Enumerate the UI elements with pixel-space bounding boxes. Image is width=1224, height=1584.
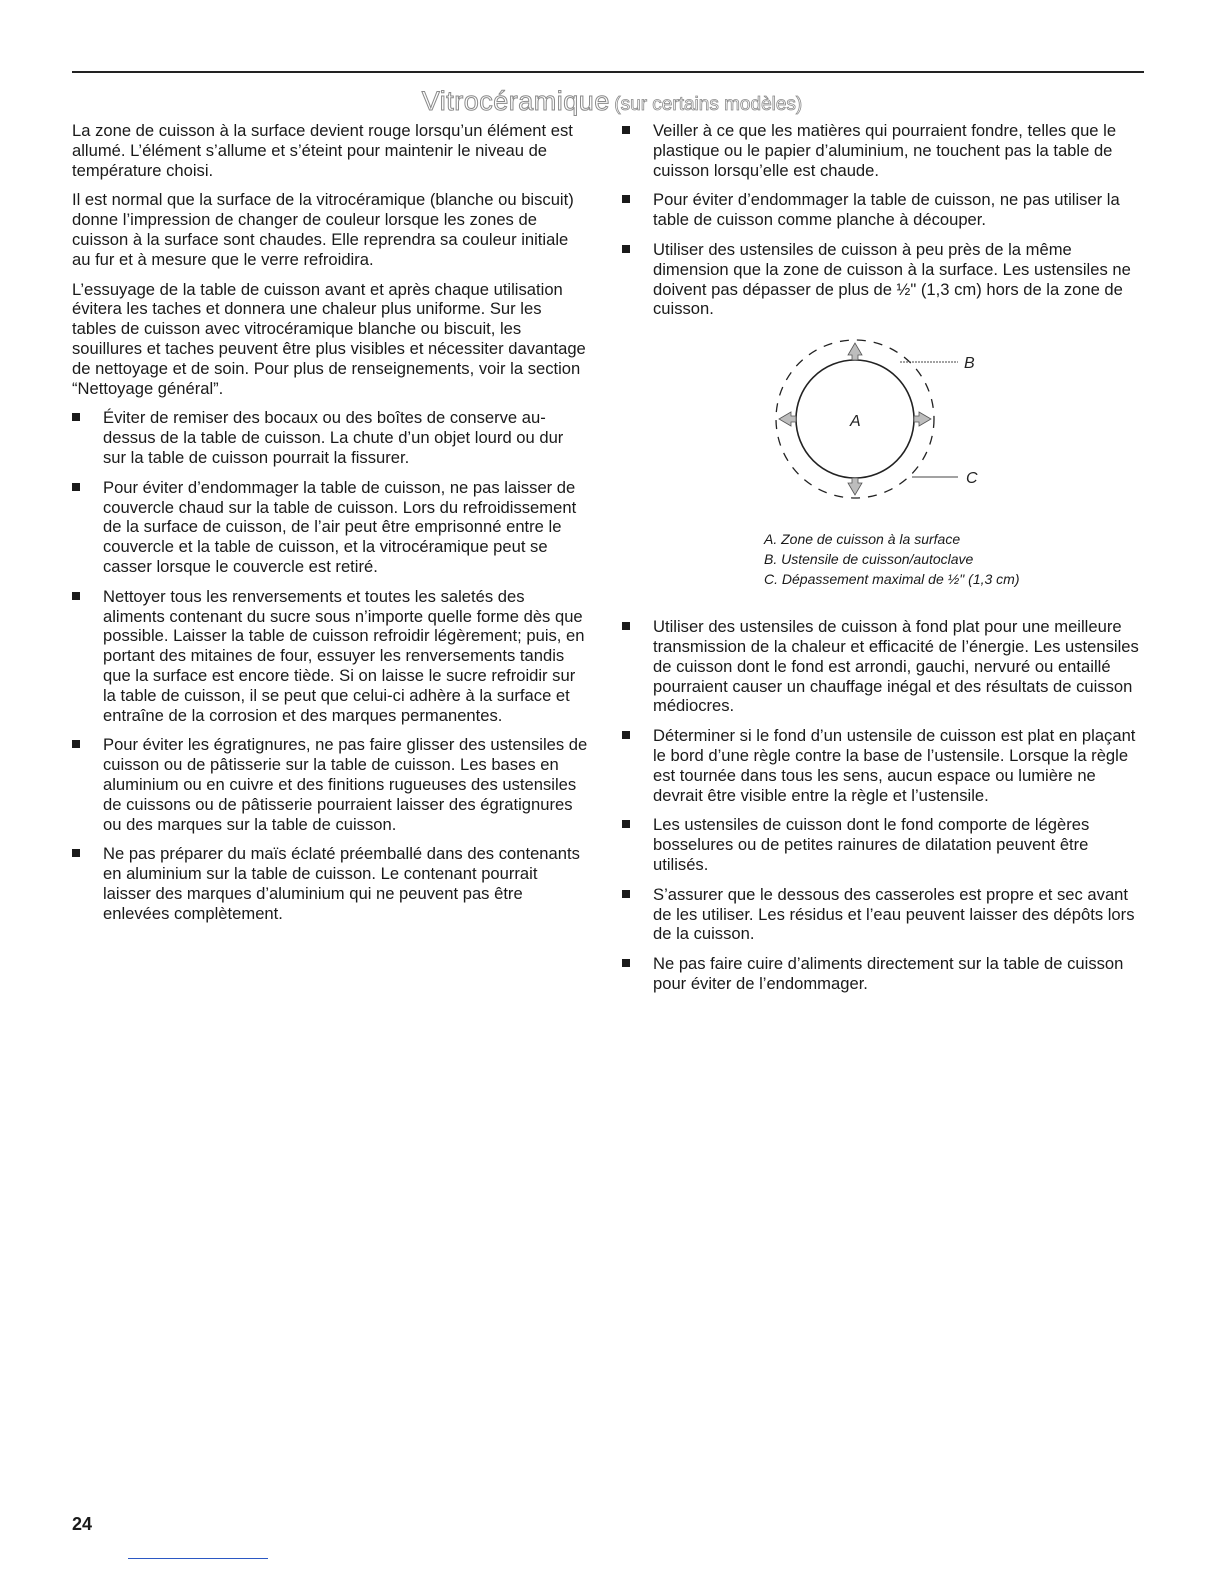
square-bullet-icon: [622, 959, 630, 967]
caption-line: C. Dépassement maximal de ½" (1,3 cm): [764, 571, 1020, 588]
right-column: [622, 121, 1144, 1004]
page-number: 24: [72, 1514, 93, 1534]
arrow-down-icon: [848, 478, 862, 495]
section-title: [0, 86, 1224, 117]
list-item: [622, 815, 1144, 874]
square-bullet-icon: [622, 731, 630, 739]
list-item: [622, 121, 1144, 180]
caption-line: A. Zone de cuisson à la surface: [764, 531, 961, 548]
arrow-right-icon: [914, 412, 931, 426]
list-item-text: Éviter de remiser des bocaux ou des boîtes de conserve au-dessus de la table de cuisson. La chute d’un objet lourd ou dur sur la table de cuisson pourrait la fissurer.: [103, 408, 564, 467]
list-item-text: Pour éviter d’endommager la table de cuisson, ne pas utiliser la table de cuisson comme planche à découper.: [653, 190, 1120, 230]
list-item: [622, 726, 1144, 805]
section-title-sub: (sur certains modèles): [614, 94, 803, 115]
square-bullet-icon: [72, 849, 80, 857]
square-bullet-icon: [72, 592, 80, 600]
right-bullet-list-top: [622, 121, 1144, 319]
square-bullet-icon: [72, 413, 80, 421]
arrow-left-icon: [779, 412, 796, 426]
list-item: [72, 844, 590, 923]
left-column: [72, 121, 590, 933]
list-item-text: Pour éviter d’endommager la table de cuisson, ne pas laisser de couvercle chaud sur la table de cuisson. Lors du refroidissement de la surface de cuisson, de l’air peut être emprisonné entre le couvercle et la table de cuisson, et la vitrocéramique peut se casser lorsque le couvercle est retiré.: [103, 477, 577, 576]
list-item: [622, 954, 1144, 994]
list-item-text: Déterminer si le fond d’un ustensile de cuisson est plat en plaçant le bord d’une règle contre la base de l’ustensile. Lorsque la règle est tournée dans tous les sens, aucun espace ou lumière ne devrait être visible entre la règle et l’ustensile.: [653, 726, 1136, 805]
list-item: [622, 240, 1144, 319]
square-bullet-icon: [622, 195, 630, 203]
list-item-text: Veiller à ce que les matières qui pourraient fondre, telles que le plastique ou le papier d’aluminium, ne touchent pas la table de cuisson lorsqu’elle est chaude.: [653, 121, 1117, 180]
caption-line: B. Ustensile de cuisson/autoclave: [764, 551, 974, 568]
section-title-main: Vitrocéramique: [421, 86, 610, 116]
figure-caption: [764, 529, 1020, 589]
cookware-diagram: [622, 333, 1144, 523]
list-item-text: S’assurer que le dessous des casseroles est propre et sec avant de les utiliser. Les résidus et l’eau peuvent laisser des dépôts lors de la cuisson.: [653, 884, 1135, 944]
list-item-text: Nettoyer tous les renversements et toutes les saletés des aliments contenant du sucre sous n’importe quelle forme dès que possible. Laisser la table de cuisson refroidir légèrement; puis, en portant des mitaines de four, essuyer les renversements tandis que la surface est encore tiède. Si on laisse le sucre refroidir sur la table de cuisson, il se peut que celui-ci adhère à la surface et entraîne de la corrosion et des marques permanentes.: [103, 586, 585, 725]
list-item: [72, 408, 590, 467]
list-item-text: Les ustensiles de cuisson dont le fond comporte de légères bosselures ou de petites rainures de dilatation peuvent être utilisés.: [653, 815, 1090, 874]
square-bullet-icon: [622, 126, 630, 134]
left-bullet-list: [72, 408, 590, 923]
list-item-text: Ne pas préparer du maïs éclaté préemballé dans des contenants en aluminium sur la table de cuisson. Le contenant pourrait laisser des marques d’aluminium qui ne peuvent pas être enlevées complètement.: [103, 844, 580, 923]
square-bullet-icon: [622, 622, 630, 630]
label-c: C: [966, 470, 978, 488]
label-b: B: [964, 355, 975, 373]
square-bullet-icon: [622, 245, 630, 253]
header-rule: [72, 71, 1144, 73]
list-item: [72, 478, 590, 577]
list-item-text: Utiliser des ustensiles de cuisson à fond plat pour une meilleure transmission de la chaleur et efficacité de l’énergie. Les ustensiles de cuisson dont le fond est arrondi, gauchi, nervuré ou entaillé pourraient causer un chauffage inégal et des résultats de cuisson médiocres.: [653, 617, 1139, 716]
list-item: [622, 190, 1144, 230]
square-bullet-icon: [622, 820, 630, 828]
footer-rule: [128, 1558, 268, 1559]
paragraph: La zone de cuisson à la surface devient rouge lorsqu’un élément est allumé. L’élément s’allume et s’éteint pour maintenir le niveau de température choisi.: [72, 121, 573, 180]
paragraph: Il est normal que la surface de la vitrocéramique (blanche ou biscuit) donne l’impression de changer de couleur lorsque les zones de cuisson à la surface sont chaudes. Elle reprendra sa couleur initiale au fur et à mesure que le verre refroidira.: [72, 190, 574, 269]
list-item: [622, 885, 1144, 944]
list-item: [622, 617, 1144, 716]
arrow-up-icon: [848, 343, 862, 360]
list-item: [72, 735, 590, 834]
list-item: [72, 587, 590, 726]
paragraph: L’essuyage de la table de cuisson avant et après chaque utilisation évitera les taches et donnera une chaleur plus uniforme. Sur les tables de cuisson avec vitrocéramique blanche ou biscuit, les souillures et taches peuvent être plus visibles et nécessiter davantage de nettoyage et de soin. Pour plus de renseignements, voir la section “Nettoyage général”.: [72, 279, 586, 398]
square-bullet-icon: [622, 890, 630, 898]
list-item-text: Ne pas faire cuire d’aliments directement sur la table de cuisson pour éviter de l’endommager.: [653, 954, 1124, 993]
list-item-text: Utiliser des ustensiles de cuisson à peu près de la même dimension que la zone de cuisson à la surface. Les ustensiles ne doivent pas dépasser de plus de ½" (1,3 cm) hors de la zone de cuisson.: [653, 239, 1131, 319]
label-a: A: [850, 413, 861, 431]
right-bullet-list-bottom: [622, 617, 1144, 994]
cookware-size-figure: [622, 333, 1144, 605]
square-bullet-icon: [72, 483, 80, 491]
square-bullet-icon: [72, 740, 80, 748]
list-item-text: Pour éviter les égratignures, ne pas faire glisser des ustensiles de cuisson ou de pâtisserie sur la table de cuisson. Les bases en aluminium ou en cuivre et des finitions rugueuses des ustensiles de cuissons ou de pâtisserie pourraient laisser des égratignures ou des marques sur la table de cuisson.: [103, 735, 588, 834]
